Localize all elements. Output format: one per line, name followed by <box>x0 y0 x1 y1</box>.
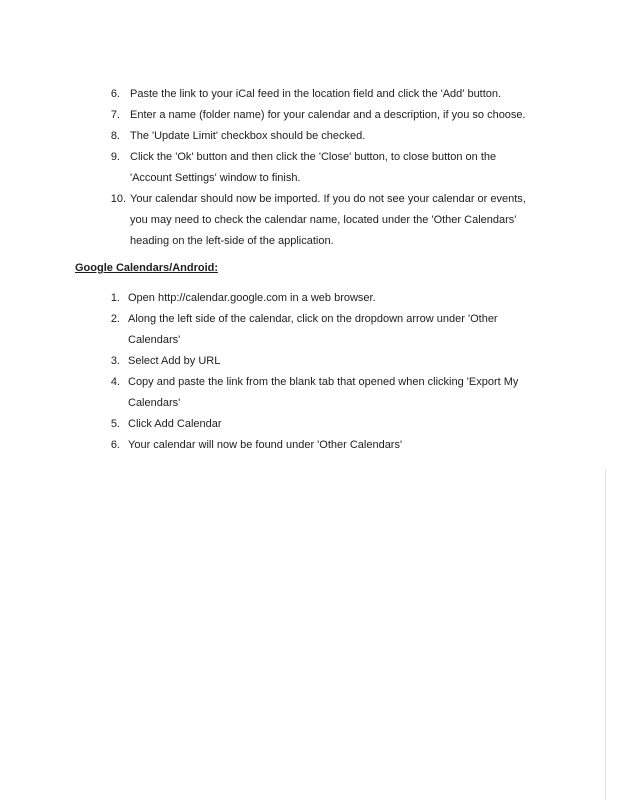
list-item-text: The 'Update Limit' checkbox should be checked. <box>130 130 366 142</box>
list-item-text: Along the left side of the calendar, click on the dropdown arrow under 'Other Calendars' <box>128 313 498 346</box>
list-item-number: 6. <box>110 439 120 451</box>
list-item-number: 9. <box>110 151 120 163</box>
list-item-number: 5. <box>110 418 120 430</box>
list-item-number: 1. <box>110 292 120 304</box>
list-item-number: 4. <box>110 376 120 388</box>
section-heading: Google Calendars/Android: <box>75 262 219 274</box>
list-item-text: Your calendar will now be found under 'Other Calendars' <box>128 439 403 451</box>
list-item-text: Click the 'Ok' button and then click the 'Close' button, to close button on the 'Account Settings' window to finish. <box>130 151 497 184</box>
list-item-text: Enter a name (folder name) for your calendar and a description, if you so choose. <box>130 109 526 121</box>
list-item-number: 3. <box>110 355 120 367</box>
list-item-text: Open http://calendar.google.com in a web browser. <box>128 292 376 304</box>
list-item-text: Copy and paste the link from the blank tab that opened when clicking 'Export My Calendars' <box>128 376 519 409</box>
list-item-text: Paste the link to your iCal feed in the location field and click the 'Add' button. <box>130 88 502 100</box>
list-item-text: Click Add Calendar <box>128 418 222 430</box>
list-item-number: 6. <box>110 88 120 100</box>
list-item-number: 7. <box>110 109 120 121</box>
list-item-number: 8. <box>110 130 120 142</box>
scan-edge-line <box>605 470 606 800</box>
list-item-text: Select Add by URL <box>128 355 221 367</box>
list-item-text: Your calendar should now be imported. If you do not see your calendar or events, you may need to check the calendar name, located under the 'Other Calendars' heading on the left-side of the application. <box>130 193 526 247</box>
list-item-number: 2. <box>110 313 120 325</box>
list-item-number: 10. <box>110 193 126 205</box>
